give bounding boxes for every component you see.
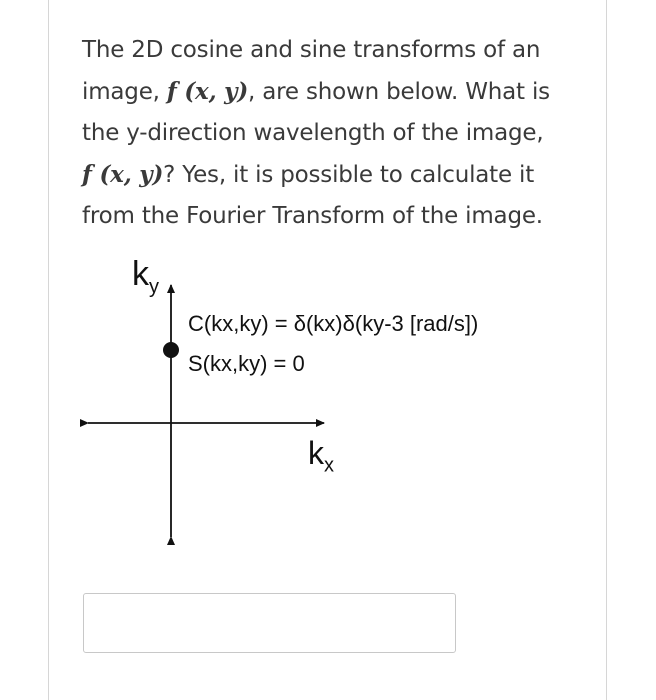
- answer-input[interactable]: [83, 593, 456, 653]
- ky-axis-label-k: k: [132, 255, 149, 293]
- question-line-3: the y-direction wavelength of the image,: [82, 120, 544, 146]
- function-f-xy: f (x, y): [166, 78, 249, 105]
- sine-transform-equation: S(kx,ky) = 0: [188, 351, 305, 376]
- cosine-transform-equation: C(kx,ky) = δ(kx)δ(ky-3 [rad/s]): [188, 311, 479, 336]
- function-f-xy-2: f (x, y): [82, 161, 164, 188]
- question-line-1: The 2D cosine and sine transforms of an: [82, 37, 541, 63]
- question-text: [82, 30, 582, 237]
- question-line-2: [82, 71, 582, 113]
- card-border-right: [606, 0, 607, 700]
- axes-svg: [80, 255, 400, 545]
- delta-point: [163, 342, 179, 358]
- question-line-4: [82, 154, 582, 196]
- card-border-left: [48, 0, 49, 700]
- ky-axis-label: [132, 255, 159, 299]
- kx-axis-label: [308, 435, 334, 477]
- kx-axis-label-sub: x: [324, 454, 334, 477]
- fourier-diagram: [80, 255, 479, 545]
- ky-axis-label-sub: y: [149, 275, 159, 298]
- question-line-2-post: , are shown below. What is: [248, 79, 550, 105]
- question-line-2-pre: image,: [82, 79, 167, 105]
- kx-axis-label-k: k: [308, 435, 324, 471]
- question-line-4-post: ? Yes, it is possible to calculate it: [163, 162, 535, 188]
- question-line-5: from the Fourier Transform of the image.: [82, 203, 543, 229]
